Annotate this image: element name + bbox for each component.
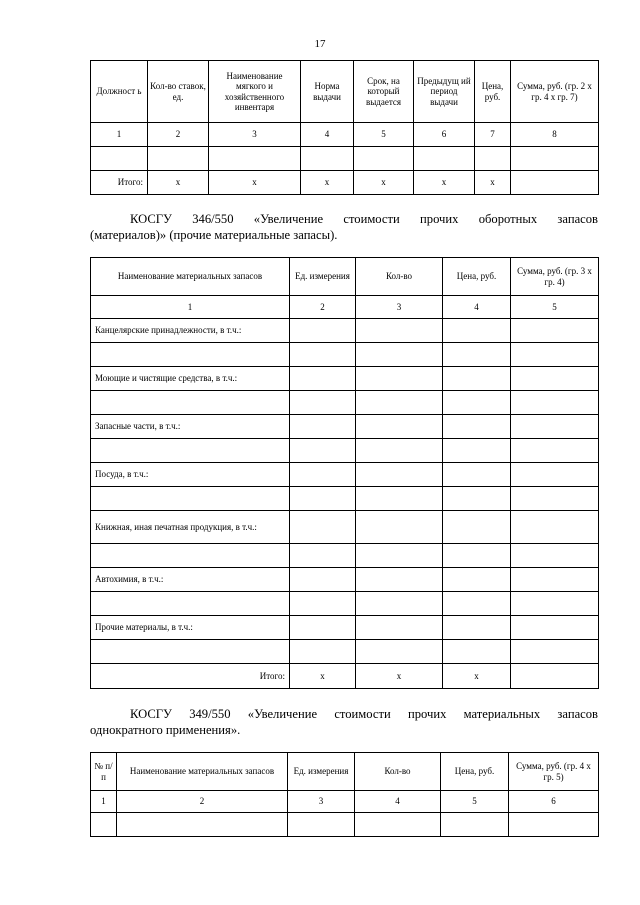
category-label: Запасные части, в т.ч.: (91, 415, 290, 439)
empty-cell (91, 391, 290, 415)
empty-cell (443, 391, 511, 415)
empty-cell (511, 343, 599, 367)
empty-cell (443, 568, 511, 592)
table-row (91, 439, 599, 463)
header-cell: Кол-во (356, 258, 443, 296)
empty-cell (441, 813, 509, 837)
column-number: 2 (148, 123, 209, 147)
empty-cell (511, 463, 599, 487)
empty-cell (443, 592, 511, 616)
empty-cell (443, 616, 511, 640)
empty-cell (356, 544, 443, 568)
column-number: 5 (354, 123, 414, 147)
empty-cell (443, 343, 511, 367)
page-number: 17 (314, 38, 326, 50)
total-mark: х (354, 171, 414, 195)
table-row (91, 487, 599, 511)
column-number: 3 (209, 123, 301, 147)
empty-cell (290, 367, 356, 391)
empty-cell (356, 568, 443, 592)
category-label: Книжная, иная печатная продукция, в т.ч.: (91, 511, 290, 544)
total-mark: х (475, 171, 511, 195)
table-header-row (91, 258, 599, 296)
empty-cell (290, 616, 356, 640)
table-row (91, 813, 599, 837)
empty-cell (511, 616, 599, 640)
column-number-row (91, 791, 599, 813)
empty-cell (511, 568, 599, 592)
empty-cell (356, 319, 443, 343)
column-number: 2 (290, 296, 356, 319)
column-number: 1 (91, 296, 290, 319)
category-row (91, 616, 599, 640)
total-label: Итого: (91, 664, 290, 689)
empty-cell (209, 147, 301, 171)
category-label: Канцелярские принадлежности, в т.ч.: (91, 319, 290, 343)
category-row (91, 463, 599, 487)
header-cell: Срок, на который выдается (354, 61, 414, 123)
empty-cell (511, 664, 599, 689)
empty-cell (475, 147, 511, 171)
kosgu-349-paragraph (90, 706, 598, 738)
table-row (91, 592, 599, 616)
empty-cell (91, 487, 290, 511)
column-number: 3 (288, 791, 355, 813)
empty-cell (356, 511, 443, 544)
empty-cell (414, 147, 475, 171)
empty-cell (290, 592, 356, 616)
category-label: Моющие и чистящие средства, в т.ч.: (91, 367, 290, 391)
empty-cell (511, 171, 599, 195)
single-use-materials-table (90, 752, 599, 837)
empty-cell (290, 640, 356, 664)
empty-cell (511, 592, 599, 616)
column-number: 8 (511, 123, 599, 147)
empty-cell (511, 511, 599, 544)
empty-cell (356, 640, 443, 664)
empty-cell (290, 487, 356, 511)
empty-cell (91, 813, 117, 837)
empty-cell (443, 544, 511, 568)
empty-cell (290, 391, 356, 415)
category-row (91, 367, 599, 391)
header-cell: Ед. измерения (290, 258, 356, 296)
column-number: 5 (441, 791, 509, 813)
table-row (91, 640, 599, 664)
empty-cell (290, 544, 356, 568)
header-cell: Кол-во (355, 753, 441, 791)
category-label: Посуда, в т.ч.: (91, 463, 290, 487)
total-row (91, 171, 599, 195)
empty-cell (511, 544, 599, 568)
empty-cell (91, 147, 148, 171)
column-number: 3 (356, 296, 443, 319)
empty-cell (443, 367, 511, 391)
empty-cell (91, 343, 290, 367)
header-cell: Цена, руб. (441, 753, 509, 791)
inventory-table (90, 60, 599, 195)
category-row (91, 319, 599, 343)
empty-cell (356, 415, 443, 439)
total-mark: х (356, 664, 443, 689)
empty-cell (356, 616, 443, 640)
empty-cell (511, 487, 599, 511)
header-cell: Сумма, руб. (гр. 2 х гр. 4 х гр. 7) (511, 61, 599, 123)
empty-cell (117, 813, 288, 837)
category-row (91, 511, 599, 544)
kosgu-346-paragraph (90, 211, 598, 243)
empty-cell (356, 367, 443, 391)
empty-cell (354, 147, 414, 171)
empty-cell (290, 463, 356, 487)
column-number: 4 (301, 123, 354, 147)
column-number-row (91, 123, 599, 147)
empty-cell (290, 568, 356, 592)
empty-cell (301, 147, 354, 171)
materials-table (90, 257, 599, 689)
empty-cell (91, 439, 290, 463)
header-cell: Норма выдачи (301, 61, 354, 123)
total-mark: х (290, 664, 356, 689)
empty-cell (355, 813, 441, 837)
empty-cell (288, 813, 355, 837)
table-header-row (91, 61, 599, 123)
empty-cell (290, 439, 356, 463)
empty-cell (443, 439, 511, 463)
total-mark: х (414, 171, 475, 195)
header-cell: № п/п (91, 753, 117, 791)
header-cell: Кол-во ставок, ед. (148, 61, 209, 123)
header-cell: Сумма, руб. (гр. 3 х гр. 4) (511, 258, 599, 296)
column-number: 5 (511, 296, 599, 319)
empty-cell (443, 511, 511, 544)
empty-cell (148, 147, 209, 171)
paragraph-line: КОСГУ 346/550 «Увеличение стоимости прочих оборотных запасов (130, 212, 598, 226)
header-cell: Наименование материальных запасов (91, 258, 290, 296)
empty-cell (511, 147, 599, 171)
table-header-row (91, 753, 599, 791)
total-mark: х (209, 171, 301, 195)
header-cell: Цена, руб. (443, 258, 511, 296)
header-cell: Сумма, руб. (гр. 4 х гр. 5) (509, 753, 599, 791)
column-number: 6 (509, 791, 599, 813)
header-cell: Предыдущ ий период выдачи (414, 61, 475, 123)
empty-cell (91, 640, 290, 664)
empty-cell (511, 640, 599, 664)
header-cell: Ед. измерения (288, 753, 355, 791)
empty-cell (356, 439, 443, 463)
header-cell: Наименование материальных запасов (117, 753, 288, 791)
paragraph-line: однократного применения». (90, 723, 241, 737)
empty-cell (443, 640, 511, 664)
empty-cell (356, 463, 443, 487)
header-cell: Должност ь (91, 61, 148, 123)
column-number: 4 (355, 791, 441, 813)
column-number: 2 (117, 791, 288, 813)
empty-cell (356, 487, 443, 511)
column-number: 6 (414, 123, 475, 147)
header-cell: Цена, руб. (475, 61, 511, 123)
column-number: 1 (91, 123, 148, 147)
total-mark: х (443, 664, 511, 689)
column-number: 4 (443, 296, 511, 319)
total-mark: х (301, 171, 354, 195)
paragraph-line: КОСГУ 349/550 «Увеличение стоимости прочих материальных запасов (130, 707, 598, 721)
empty-cell (356, 592, 443, 616)
empty-cell (511, 391, 599, 415)
header-cell: Наименование мягкого и хозяйственного инвентаря (209, 61, 301, 123)
empty-cell (443, 415, 511, 439)
table-row (91, 544, 599, 568)
category-label: Прочие материалы, в т.ч.: (91, 616, 290, 640)
empty-cell (511, 367, 599, 391)
table-row (91, 147, 599, 171)
empty-cell (91, 592, 290, 616)
category-row (91, 568, 599, 592)
table-row (91, 391, 599, 415)
empty-cell (356, 343, 443, 367)
category-row (91, 415, 599, 439)
empty-cell (443, 487, 511, 511)
empty-cell (511, 415, 599, 439)
empty-cell (91, 544, 290, 568)
column-number-row (91, 296, 599, 319)
empty-cell (511, 319, 599, 343)
column-number: 1 (91, 791, 117, 813)
total-label: Итого: (91, 171, 148, 195)
table-row (91, 343, 599, 367)
empty-cell (509, 813, 599, 837)
column-number: 7 (475, 123, 511, 147)
empty-cell (443, 463, 511, 487)
total-row (91, 664, 599, 689)
empty-cell (511, 439, 599, 463)
empty-cell (356, 391, 443, 415)
empty-cell (290, 511, 356, 544)
empty-cell (443, 319, 511, 343)
category-label: Автохимия, в т.ч.: (91, 568, 290, 592)
empty-cell (290, 415, 356, 439)
empty-cell (290, 343, 356, 367)
total-mark: х (148, 171, 209, 195)
paragraph-line: (материалов)» (прочие материальные запасы). (90, 228, 338, 242)
empty-cell (290, 319, 356, 343)
